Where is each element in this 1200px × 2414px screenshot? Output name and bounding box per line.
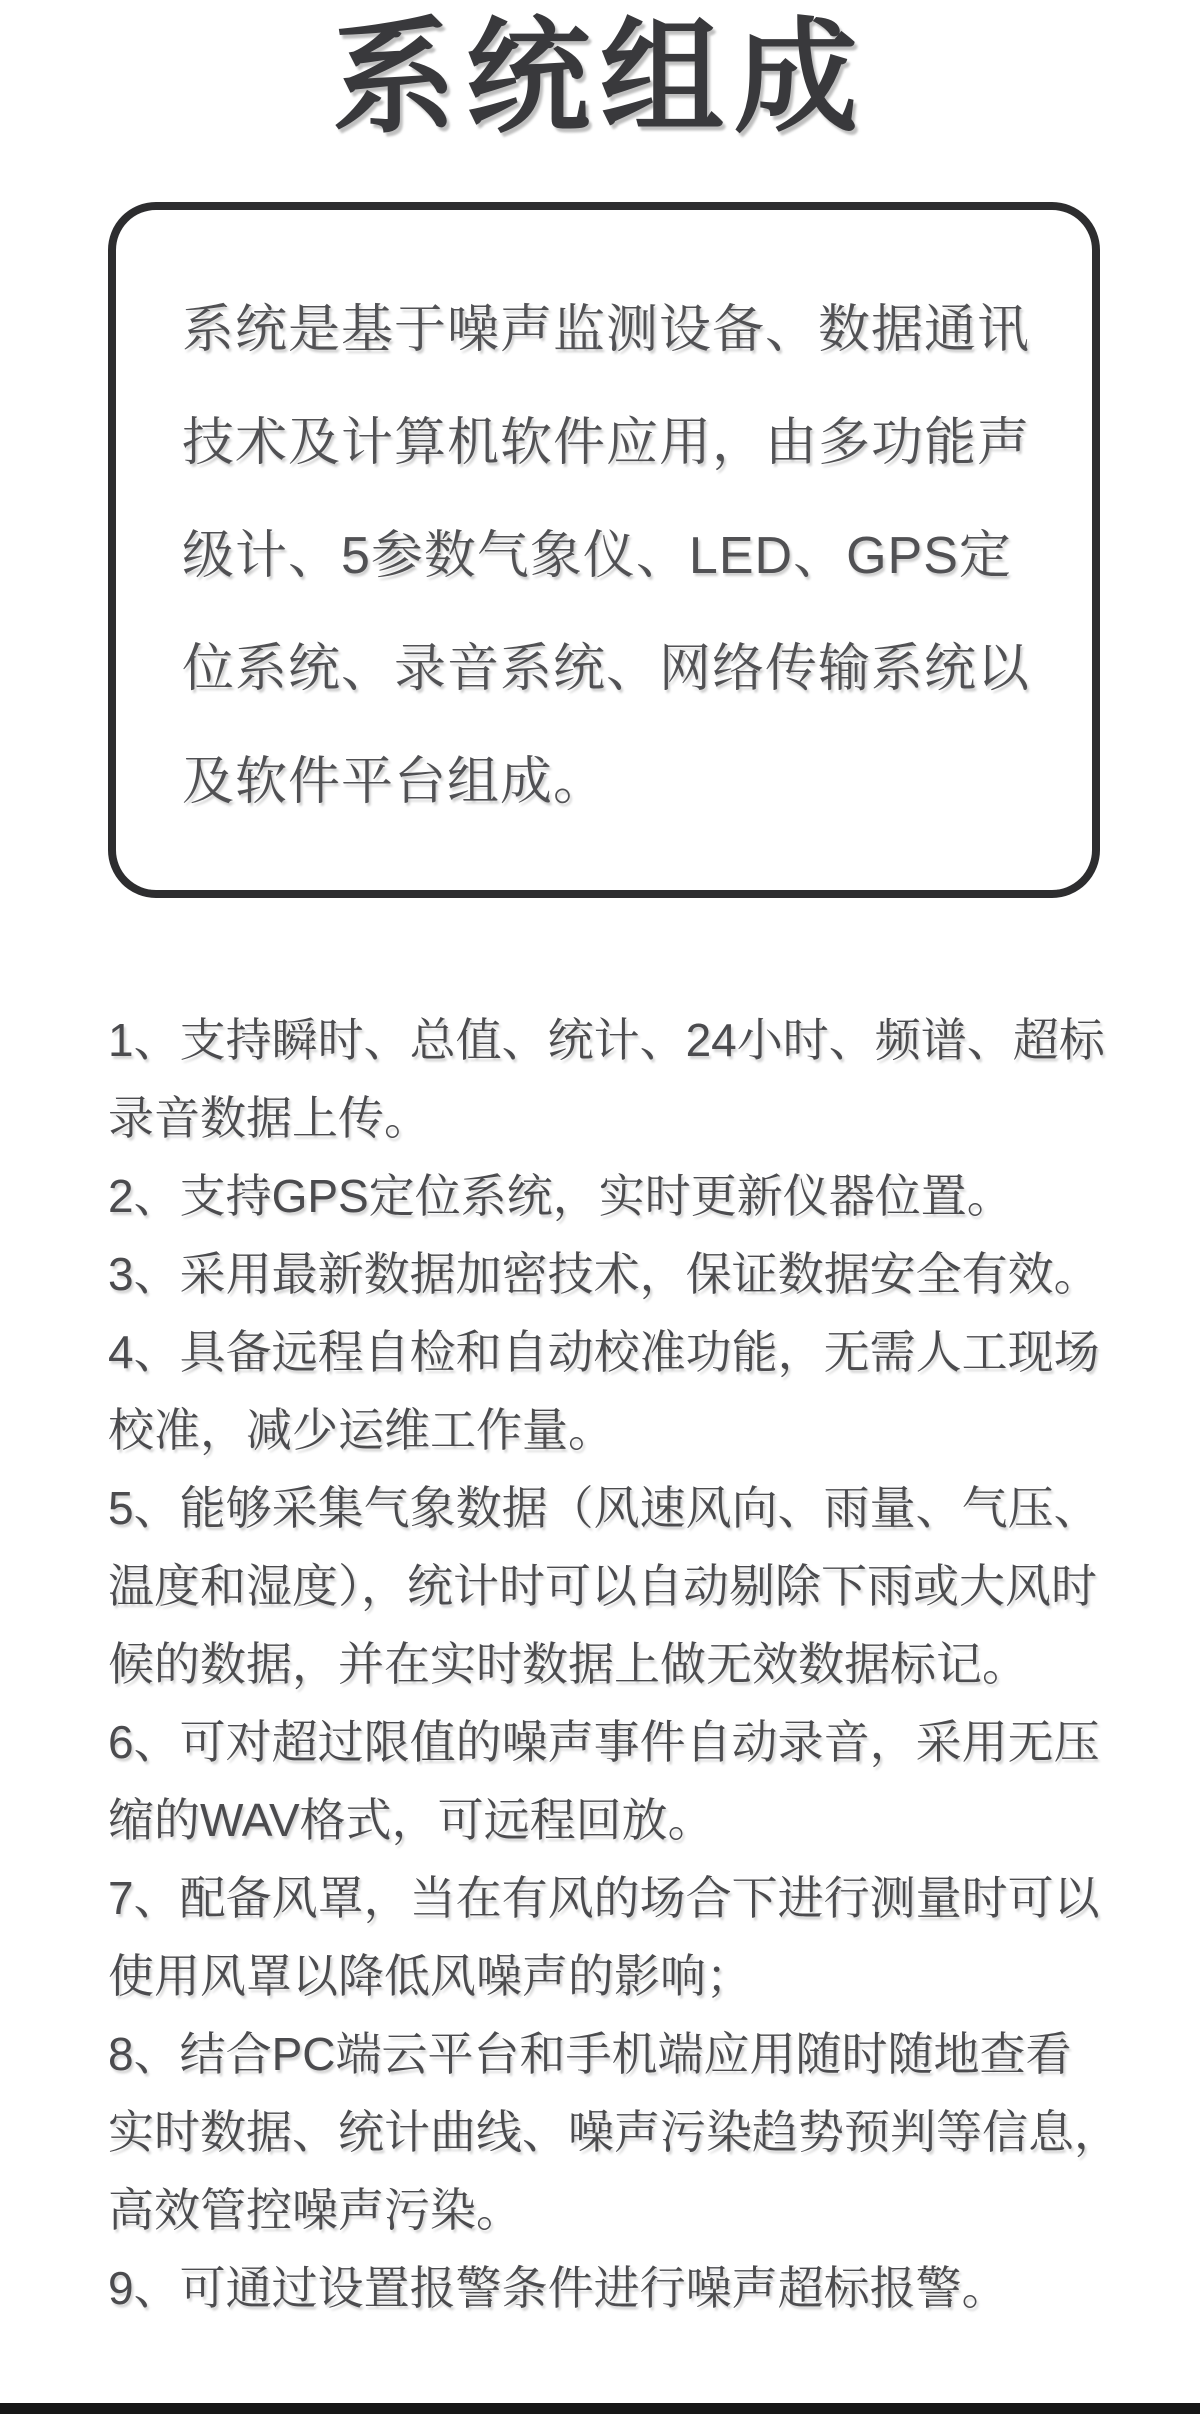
- feature-item-7: [108, 1859, 1148, 2015]
- feature-line: 6、可对超过限值的噪声事件自动录音，采用无压: [108, 1716, 1100, 1768]
- feature-line: 实时数据、统计曲线、噪声污染趋势预判等信息，: [108, 2106, 1120, 2158]
- intro-line: 技术及计算机软件应用，由多功能声: [182, 414, 1031, 472]
- feature-item-4: [108, 1313, 1148, 1469]
- intro-line: 位系统、录音系统、网络传输系统以: [182, 640, 1031, 698]
- feature-item-6: [108, 1703, 1148, 1859]
- feature-line: 高效管控噪声污染。: [108, 2184, 522, 2236]
- feature-line: 4、具备远程自检和自动校准功能，无需人工现场: [108, 1326, 1100, 1378]
- feature-line: 缩的WAV格式，可远程回放。: [108, 1794, 714, 1846]
- feature-line: 使用风罩以降低风噪声的影响；: [108, 1950, 752, 2002]
- feature-list: [108, 1001, 1148, 2327]
- feature-line: 候的数据，并在实时数据上做无效数据标记。: [108, 1638, 1028, 1690]
- intro-line: 系统是基于噪声监测设备、数据通讯: [182, 301, 1031, 359]
- feature-line: 校准，减少运维工作量。: [108, 1404, 614, 1456]
- feature-item-2: [108, 1157, 1148, 1235]
- feature-item-3: [108, 1235, 1148, 1313]
- feature-line: 录音数据上传。: [108, 1092, 430, 1144]
- feature-line: 5、能够采集气象数据（风速风向、雨量、气压、: [108, 1482, 1100, 1534]
- feature-line: 7、配备风罩，当在有风的场合下进行测量时可以: [108, 1872, 1100, 1924]
- feature-line: 2、支持GPS定位系统，实时更新仪器位置。: [108, 1170, 1013, 1222]
- intro-box: [108, 202, 1100, 898]
- feature-item-8: [108, 2015, 1148, 2249]
- feature-item-9: [108, 2249, 1148, 2327]
- feature-item-5: [108, 1469, 1148, 1703]
- feature-line: 9、可通过设置报警条件进行噪声超标报警。: [108, 2262, 1008, 2314]
- intro-line: 级计、5参数气象仪、LED、GPS定: [182, 527, 1012, 585]
- feature-line: 8、结合PC端云平台和手机端应用随时随地查看: [108, 2028, 1072, 2080]
- feature-line: 温度和湿度），统计时可以自动剔除下雨或大风时: [108, 1560, 1097, 1612]
- feature-item-1: [108, 1001, 1148, 1157]
- intro-line: 及软件平台组成。: [182, 753, 607, 811]
- bottom-bar: [0, 2403, 1200, 2414]
- page-title: 系统组成: [331, 9, 868, 147]
- feature-line: 1、支持瞬时、总值、统计、24小时、频谱、超标: [108, 1014, 1105, 1066]
- feature-line: 3、采用最新数据加密技术，保证数据安全有效。: [108, 1248, 1100, 1300]
